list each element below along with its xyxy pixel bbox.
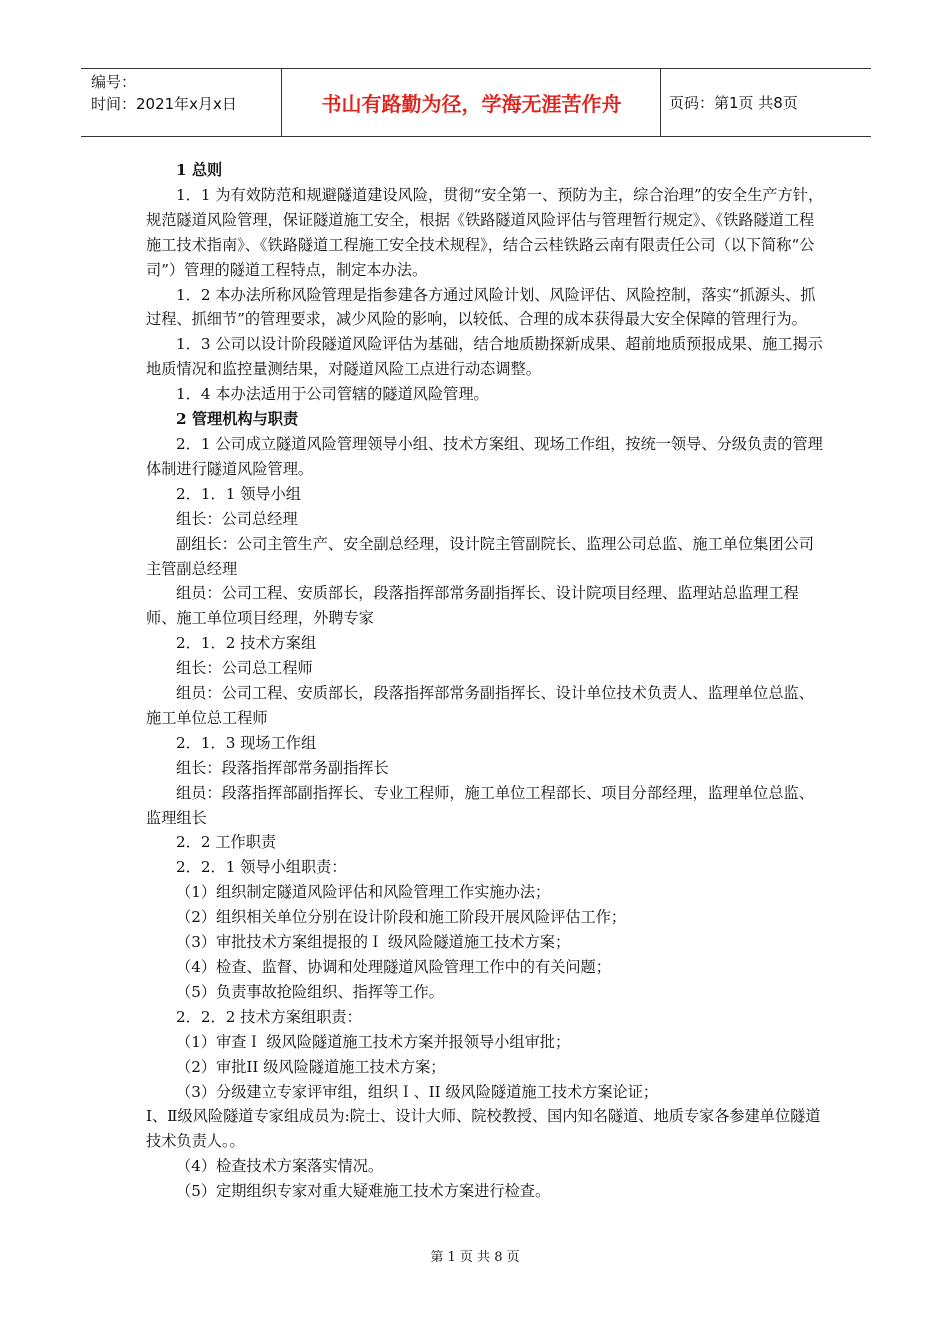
- header-motto: 书山有路勤为径，学海无涯苦作舟: [283, 69, 661, 136]
- paragraph: 副组长：公司主管生产、安全副总经理，设计院主管副院长、监理公司总监、施工单位集团公司主管副总经理: [146, 534, 814, 578]
- paragraph: （1）审查Ｉ 级风险隧道施工技术方案并报领导小组审批；: [176, 1032, 571, 1051]
- paragraph: （4）检查技术方案落实情况。: [176, 1157, 384, 1176]
- document-body: [146, 158, 826, 1204]
- paragraph: 2．2 工作职责: [176, 833, 277, 852]
- paragraph: 组员：段落指挥部副指挥长、专业工程师，施工单位工程部长、项目分部经理，监理单位总监、监理组长: [146, 783, 814, 827]
- paragraph: 2．2．1 领导小组职责：: [176, 858, 347, 877]
- paragraph: 2．1．2 技术方案组: [176, 634, 317, 653]
- paragraph: 2．1．1 领导小组: [176, 484, 301, 503]
- paragraph: （5）定期组织专家对重大疑难施工技术方案进行检查。: [176, 1182, 551, 1201]
- paragraph: 1．4 本办法适用于公司管辖的隧道风险管理。: [176, 385, 489, 404]
- paragraph: （2）组织相关单位分别在设计阶段和施工阶段开展风险评估工作；: [176, 908, 627, 927]
- paragraph: （3）审批技术方案组提报的Ｉ 级风险隧道施工技术方案；: [176, 933, 571, 952]
- paragraph: Ⅰ、Ⅱ级风险隧道专家组成员为:院士、设计大师、院校教授、国内知名隧道、地质专家各参建单位隧道技术负责人。。: [146, 1107, 821, 1151]
- paragraph: 组员：公司工程、安质部长，段落指挥部常务副指挥长、设计单位技术负责人、监理单位总监、施工单位总工程师: [146, 684, 814, 727]
- page-header: [81, 68, 871, 137]
- paragraph: 2．1 公司成立隧道风险管理领导小组、技术方案组、现场工作组，按统一领导、分级负责的管理体制进行隧道风险管理。: [146, 434, 823, 478]
- document-date: 时间：2021年x月x日: [91, 95, 237, 113]
- header-meta: [81, 69, 282, 136]
- paragraph: 1．3 公司以设计阶段隧道风险评估为基础，结合地质勘探新成果、超前地质预报成果、施工揭示地质情况和监控量测结果，对隧道风险工点进行动态调整。: [146, 335, 823, 379]
- header-page-info: 页码：第1页 共8页: [669, 94, 798, 112]
- paragraph: 1．1 为有效防范和规避隧道建设风险，贯彻“安全第一、预防为主，综合治理”的安全生产方针，规范隧道风险管理，保证隧道施工安全，根据《铁路隧道风险评估与管理暂行规定》、《铁路隧道工程施工技术指南》、《铁路隧道工程施工安全技术规程》，结合云桂铁路云南有限责任公司（以下简称“公司”）管理的隧道工程特点，制定本办法。: [146, 185, 824, 279]
- paragraph: 2．2．2 技术方案组职责：: [176, 1007, 362, 1026]
- paragraph: （4）检查、监督、协调和处理隧道风险管理工作中的有关问题；: [176, 958, 611, 976]
- paragraph: 1 总则: [176, 161, 223, 179]
- paragraph: 组员：公司工程、安质部长，段落指挥部常务副指挥长、设计院项目经理、监理站总监理工程师、施工单位项目经理，外聘专家: [146, 584, 799, 628]
- paragraph: （2）审批II 级风险隧道施工技术方案；: [176, 1057, 446, 1076]
- paragraph: （3）分级建立专家评审组，组织Ｉ、II 级风险隧道施工技术方案论证；: [176, 1082, 659, 1101]
- page-footer: 第 1 页 共 8 页: [430, 1250, 520, 1265]
- paragraph: 2．1．3 现场工作组: [176, 733, 317, 752]
- paragraph: 组长：段落指挥部常务副指挥长: [176, 758, 389, 777]
- paragraph: （5）负责事故抢险组织、指挥等工作。: [176, 982, 444, 1001]
- paragraph: 2 管理机构与职责: [176, 410, 299, 429]
- paragraph: 组长：公司总经理: [176, 509, 298, 528]
- paragraph: 1．2 本办法所称风险管理是指参建各方通过风险计划、风险评估、风险控制，落实“抓源头、抓过程、抓细节”的管理要求，减少风险的影响，以较低、合理的成本获得最大安全保障的管理行为。: [146, 285, 816, 329]
- paragraph: 组长：公司总工程师: [176, 659, 313, 678]
- paragraph: （1）组织制定隧道风险评估和风险管理工作实施办法；: [176, 883, 551, 902]
- document-number-label: 编号：: [91, 73, 137, 91]
